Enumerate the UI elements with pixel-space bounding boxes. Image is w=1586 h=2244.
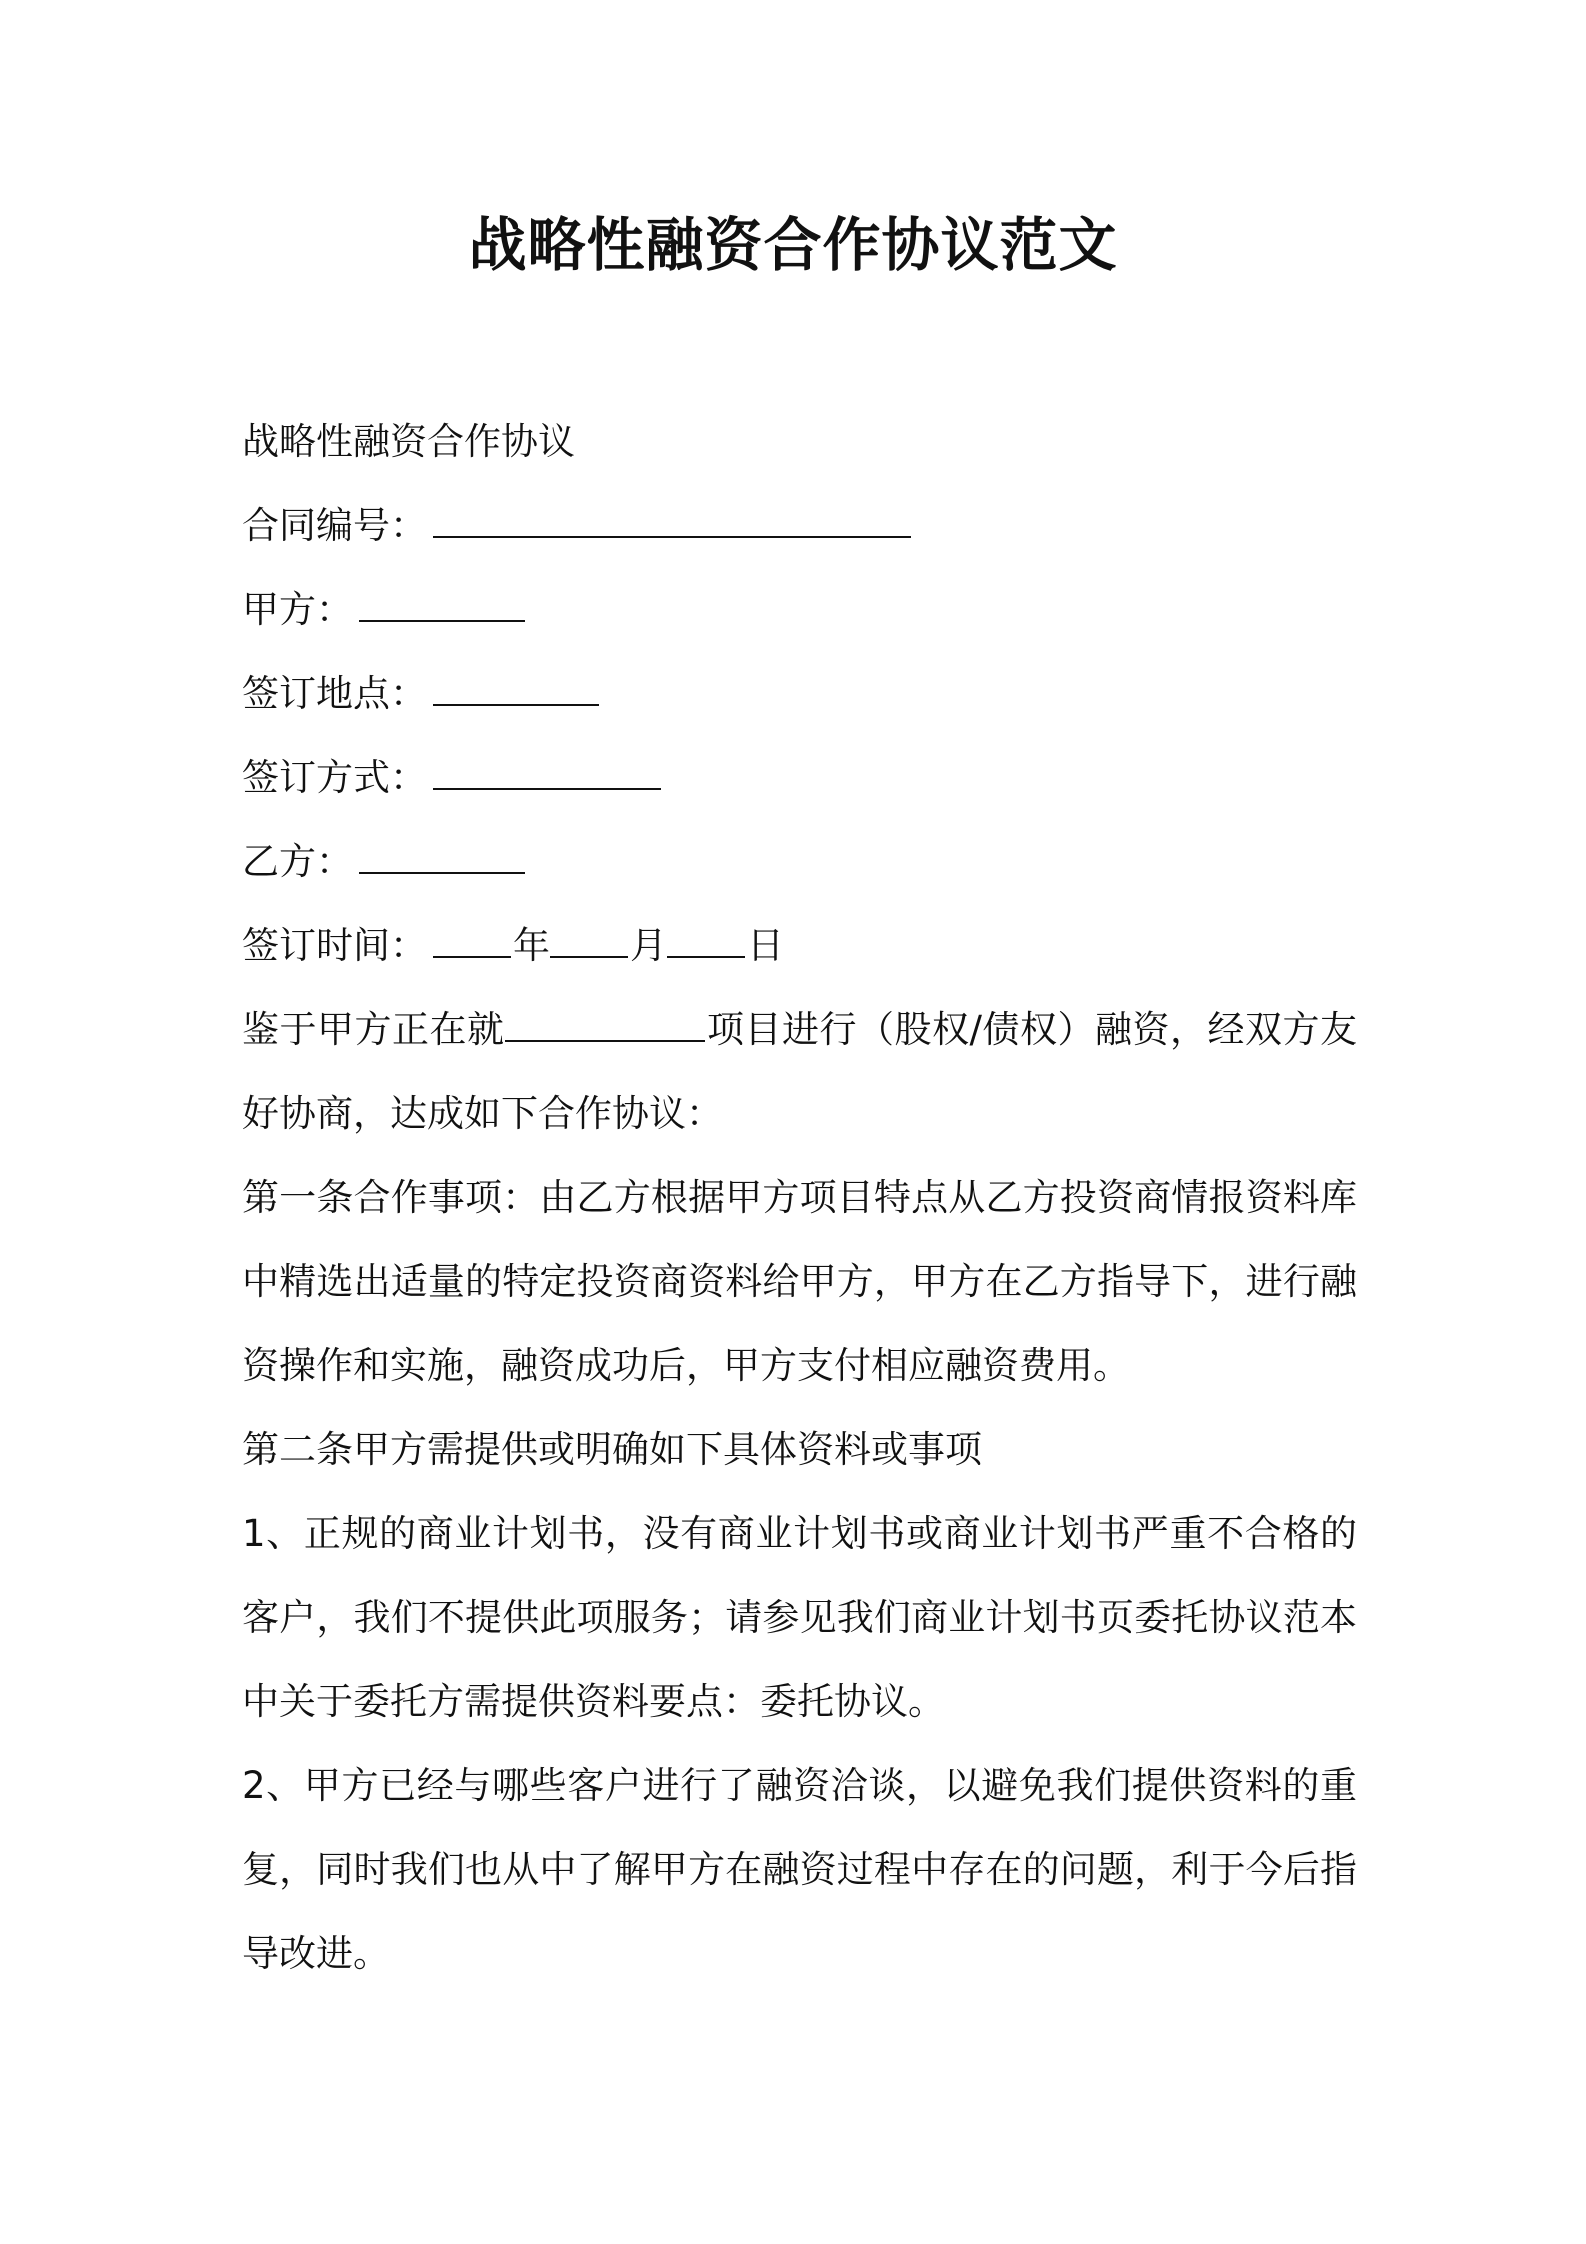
party-a-line [242,568,1357,652]
sign-method-line [242,736,1357,820]
party-b-line [242,820,1357,904]
document-title: 战略性融资合作协议范文 [468,211,1118,279]
day-label: 日 [747,924,784,967]
preamble-paragraph [242,988,1357,1156]
article-2-heading: 第二条甲方需提供或明确如下具体资料或事项 [242,1428,982,1471]
agreement-subtitle: 战略性融资合作协议 [242,420,575,463]
sign-time-line [242,904,1357,988]
preamble-after: 项目进行（股权/债权）融资，经双方友好协商，达成如下合作协议： [242,1008,1358,1135]
sign-time-label: 签订时间： [242,924,427,967]
article-1: 第一条合作事项：由乙方根据甲方项目特点从乙方投资商情报资料库中精选出适量的特定投资商资料给甲方，甲方在乙方指导下，进行融资操作和实施，融资成功后，甲方支付相应融资费用。 [242,1176,1357,1387]
preamble-before: 鉴于甲方正在就 [242,1008,505,1051]
document-body [242,400,1357,1996]
year-blank [433,922,511,958]
year-label: 年 [513,924,550,967]
sign-method-blank [433,754,661,790]
contract-number-blank [433,502,911,538]
sign-method-label: 签订方式： [242,756,427,799]
sign-place-blank [433,670,599,706]
contract-number-line [242,484,1357,568]
party-a-blank [359,586,525,622]
article-2-item-1: 1、正规的商业计划书，没有商业计划书或商业计划书严重不合格的客户，我们不提供此项服务；请参见我们商业计划书页委托协议范本中关于委托方需提供资料要点：委托协议。 [242,1512,1357,1723]
contract-number-label: 合同编号： [242,504,427,547]
article-2-item-2: 2、甲方已经与哪些客户进行了融资洽谈，以避免我们提供资料的重复，同时我们也从中了解甲方在融资过程中存在的问题，利于今后指导改进。 [242,1764,1357,1975]
month-blank [550,922,628,958]
day-blank [667,922,745,958]
party-a-label: 甲方： [242,588,353,631]
sign-place-line [242,652,1357,736]
party-b-label: 乙方： [242,840,353,883]
party-b-blank [359,838,525,874]
month-label: 月 [630,924,667,967]
project-blank [505,1006,705,1042]
sign-place-label: 签订地点： [242,672,427,715]
